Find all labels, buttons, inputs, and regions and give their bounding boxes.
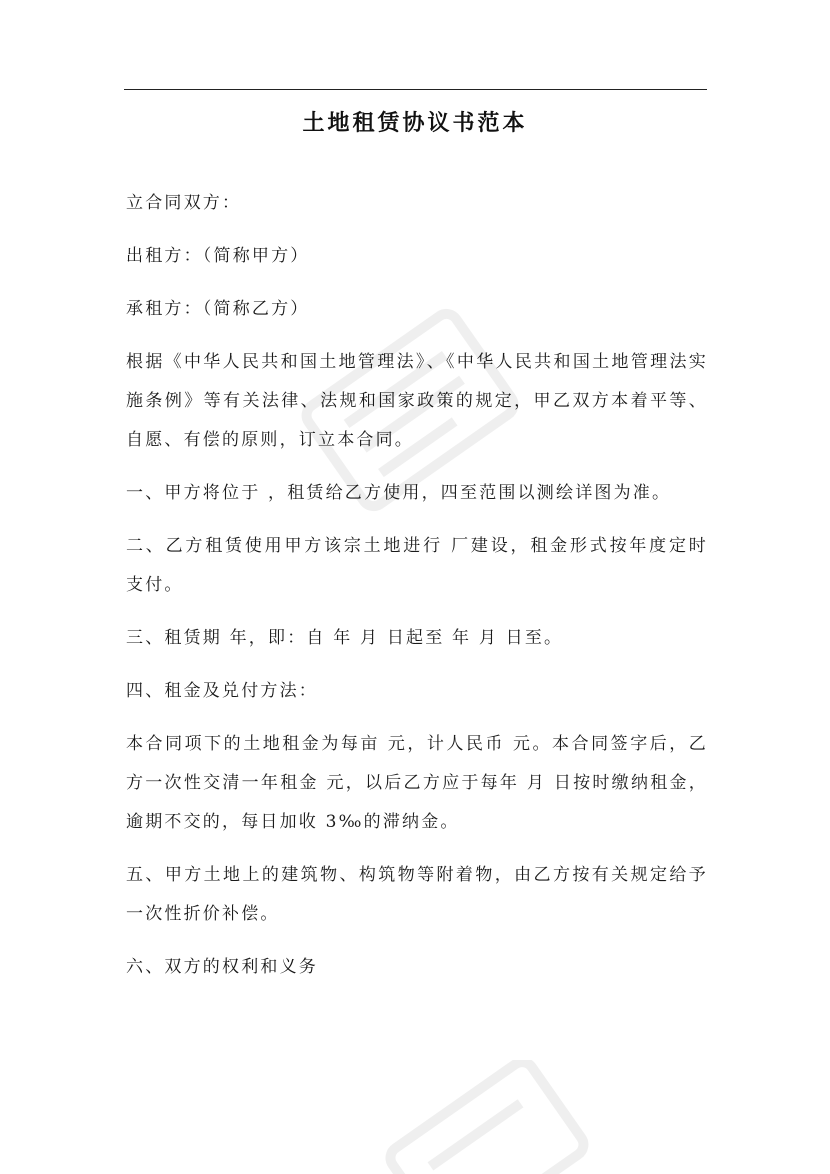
parties-heading: 立合同双方： [126, 193, 242, 213]
clause-6: 六、双方的权利和义务 [126, 957, 318, 977]
clause-2: 二、乙方租赁使用甲方该宗土地进行 厂建设，租金形式按年度定时支付。 [126, 536, 708, 595]
rent-paragraph: 本合同项下的土地租金为每亩 元，计人民币 元。本合同签字后，乙方一次性交清一年租金 元，以后乙方应于每年 月 日按时缴纳租金，逾期不交的，每日加收 3‰的滞纳金。 [126, 734, 708, 832]
clause-5: 五、甲方土地上的建筑物、构筑物等附着物，由乙方按有关规定给予一次性折价补偿。 [126, 865, 708, 924]
header-rule [124, 89, 707, 90]
clause-1: 一、甲方将位于 ，租赁给乙方使用，四至范围以测绘详图为准。 [126, 483, 672, 503]
preamble-paragraph: 根据《中华人民共和国土地管理法》、《中华人民共和国土地管理法实施条例》等有关法律、法规和国家政策的规定，甲乙双方本着平等、自愿、有偿的原则，订立本合同。 [126, 352, 708, 450]
document-title: 土地租赁协议书范本 [302, 110, 528, 136]
watermark-stamp-icon [360, 1060, 600, 1174]
lessee-line: 承租方：（简称乙方） [126, 299, 310, 319]
clause-3: 三、租赁期 年，即：自 年 月 日起至 年 月 日至。 [126, 628, 564, 648]
document-body [126, 184, 708, 1001]
clause-4: 四、租金及兑付方法： [126, 681, 318, 701]
lessor-line: 出租方：（简称甲方） [126, 246, 310, 266]
